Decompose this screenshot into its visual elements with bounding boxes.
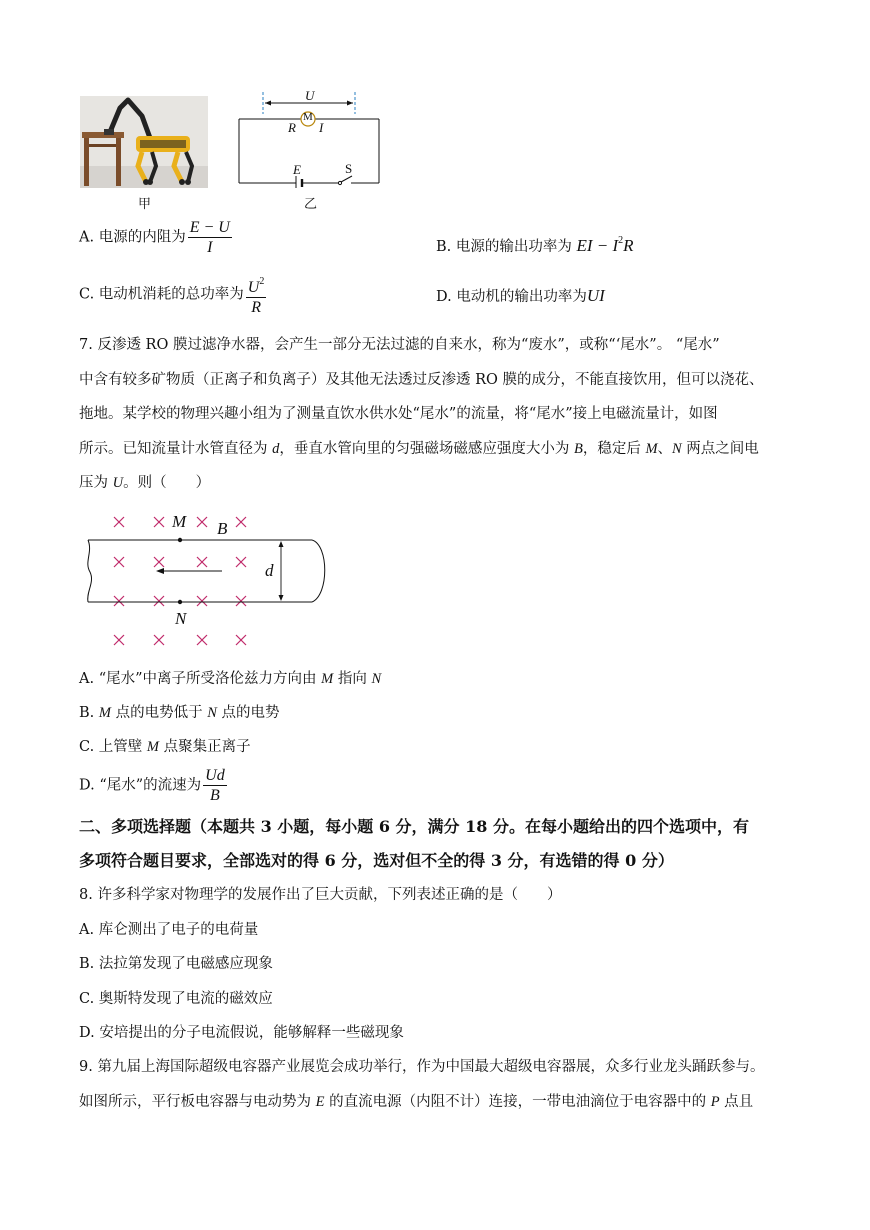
motor-label-M: M — [303, 111, 313, 123]
q7-option-c: C. 上管壁 M 点聚集正离子 — [79, 739, 251, 755]
q6-option-a: A. 电源的内阻为 $\frac{E - U}{I}$ — [79, 219, 230, 256]
circuit-label-E: E — [293, 162, 301, 177]
q7-line-5: 压为 U。则（ ） — [79, 475, 211, 491]
circuit-label-I: I — [319, 120, 324, 135]
q7-option-b: B. M 点的电势低于 N 点的电势 — [79, 705, 280, 721]
q7-stem — [79, 328, 791, 501]
q7-option-a: A. “尾水”中离子所受洛伦兹力方向由 M 指向 N — [79, 671, 382, 687]
q7-option-d: D. “尾水”的流速为 $\frac{Ud}{B}$ — [79, 767, 225, 804]
flowmeter-label-d: d — [265, 561, 274, 580]
section-2-line-1: 二、多项选择题（本题共 3 小题，每小题 6 分，满分 18 分。在每小题给出的四个选项中，有 — [79, 817, 749, 836]
flowmeter-label-M: M — [172, 512, 187, 531]
q7-line-2: 中含有较多矿物质（正离子和负离子）及其他无法透过反渗透 RO 膜的成分，不能直接饮用，但可以浇花、 — [79, 371, 764, 388]
q9-line-1: 9. 第九届上海国际超级电容器产业展览会成功举行，作为中国最大超级电容器展，众多行业龙头踊跃参与。 — [79, 1059, 765, 1075]
figure-yi-caption: 乙 — [304, 197, 318, 212]
q8-option-c: C. 奥斯特发现了电流的磁效应 — [79, 990, 273, 1007]
flowmeter-label-B: B — [217, 519, 228, 538]
flowmeter-label-N: N — [175, 609, 187, 628]
q6-option-d: D. 电动机的输出功率为UI — [436, 286, 605, 305]
circuit-label-U: U — [305, 88, 315, 103]
q7-line-3: 拖地。某学校的物理兴趣小组为了测量直饮水供水处“尾水”的流量，将“尾水”接上电磁流量计，如图 — [79, 406, 718, 422]
flowmeter-diagram — [84, 510, 334, 650]
q9-block — [79, 1050, 791, 1119]
q8-stem: 8. 许多科学家对物理学的发展作出了巨大贡献，下列表述正确的是（ ） — [79, 887, 562, 903]
section-2-line-2: 多项符合题目要求，全部选对的得 6 分，选对但不全的得 3 分，有选错的得 0 分） — [79, 851, 674, 870]
robot-dog-photo — [80, 96, 208, 188]
q8-option-d: D. 安培提出的分子电流假说，能够解释一些磁现象 — [79, 1025, 404, 1041]
q8-option-b: B. 法拉第发现了电磁感应现象 — [79, 956, 273, 972]
q8-option-a: A. 库仑测出了电子的电荷量 — [79, 921, 259, 938]
section-2-heading — [79, 810, 791, 878]
q7-line-4: 所示。已知流量计水管直径为 d，垂直水管向里的匀强磁场磁感应强度大小为 B，稳定后 M、N 两点之间电 — [79, 440, 759, 457]
circuit-label-S: S — [345, 161, 353, 176]
q6-option-b: B. 电源的输出功率为 EI − $I^2R$ — [436, 235, 634, 255]
q8-block — [79, 878, 791, 1051]
circuit-label-R: R — [288, 120, 296, 135]
figure-jia-caption: 甲 — [138, 197, 152, 212]
q7-line-1: 7. 反渗透 RO 膜过滤净水器，会产生一部分无法过滤的自来水，称为“废水”，或称“‘尾水”。 “尾水” — [79, 337, 720, 353]
q9-line-2: 如图所示，平行板电容器与电动势为 E 的直流电源（内阻不计）连接，一带电油滴位于电容器中的 P 点且 — [79, 1093, 754, 1110]
q6-option-c: C. 电动机消耗的总功率为 $\frac{U^2}{R}$ — [79, 272, 266, 317]
